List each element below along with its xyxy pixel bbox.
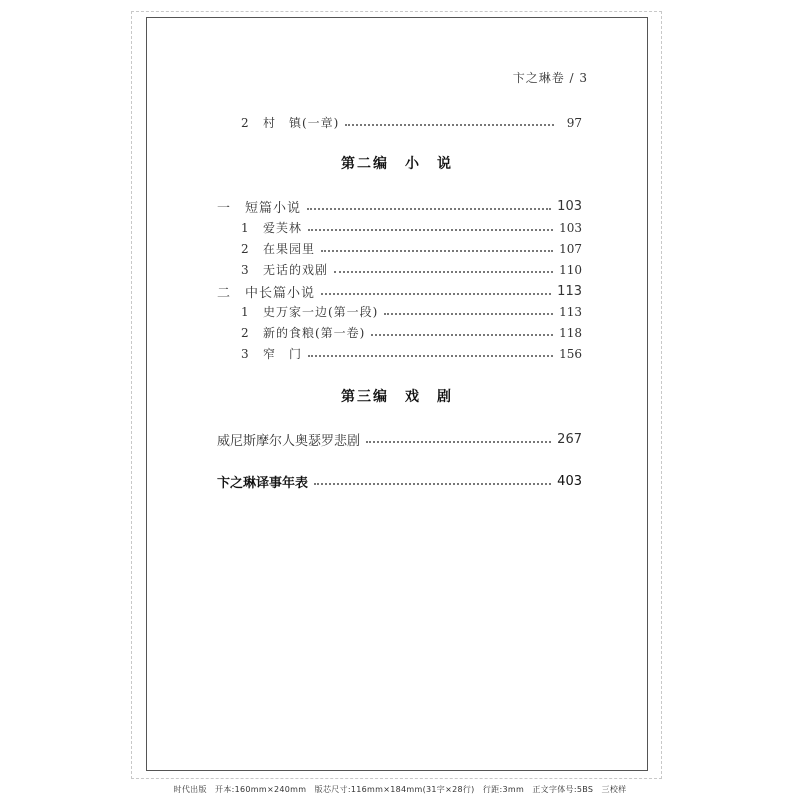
dot-leader: [321, 250, 553, 252]
toc-entry-title: 村 镇(一章): [263, 116, 340, 130]
toc-entry-title: 短篇小说: [245, 201, 302, 216]
toc-entry: [217, 282, 582, 301]
toc-entry-page: 156: [559, 346, 582, 361]
toc-entry: [241, 324, 582, 341]
toc-entry-number: 2: [241, 241, 249, 256]
dot-leader: [308, 355, 553, 357]
toc-entry-page: 113: [559, 304, 582, 319]
section-title-drama: 第三编 戏 剧: [341, 389, 453, 405]
toc-entry: [241, 240, 582, 257]
toc-entry-title: 新的食粮(第一卷): [263, 326, 366, 340]
toc-entry: [241, 303, 582, 320]
toc-entry-page: 103: [557, 199, 582, 214]
toc-entry: [217, 472, 582, 491]
toc-entry-title: 无话的戏剧: [263, 263, 329, 277]
toc-entry-page: 118: [559, 325, 582, 340]
toc-entry-title: 在果园里: [263, 242, 316, 256]
toc-entry-title: 卞之琳译事年表: [217, 476, 309, 491]
toc-entry-page: 267: [557, 432, 582, 447]
toc-entry-number: 1: [241, 304, 249, 319]
dot-leader: [345, 124, 554, 126]
toc-entry: [241, 114, 582, 131]
toc-entry-page: 107: [559, 241, 582, 256]
dot-leader: [314, 483, 551, 485]
dot-leader: [334, 271, 553, 273]
toc-entry-number: 1: [241, 220, 249, 235]
toc-entry-number: 2: [241, 325, 249, 340]
toc-entry-title: 爱芙林: [263, 221, 303, 235]
dot-leader: [308, 229, 553, 231]
dot-leader: [384, 313, 553, 315]
toc-entry: [217, 430, 582, 449]
toc-entry: [241, 261, 582, 278]
running-head: 卞之琳卷 / 3: [512, 71, 588, 85]
dot-leader: [321, 293, 551, 295]
print-spec-footer: 时代出版 开本:160mm×240mm 版芯尺寸:116mm×184mm(31字×28行) 行距:3mm 正文字体号:5BS 三校样: [173, 785, 627, 794]
toc-entry: [241, 219, 582, 236]
toc-entry-page: 403: [557, 474, 582, 489]
dot-leader: [371, 334, 553, 336]
toc-entry-number: 一: [217, 201, 231, 216]
toc-entry-title: 威尼斯摩尔人奥瑟罗悲剧: [217, 434, 361, 449]
toc-entry-title: 史万家一边(第一段): [263, 305, 379, 319]
toc-entry-number: 3: [241, 262, 249, 277]
toc-entry-page: 97: [566, 115, 582, 130]
toc-entry-number: 2: [241, 115, 249, 130]
toc-entry-number: 二: [217, 286, 231, 301]
dot-leader: [307, 208, 551, 210]
toc-entry: [241, 345, 582, 362]
dot-leader: [366, 441, 551, 443]
toc-entry-page: 110: [559, 262, 582, 277]
toc-entry-page: 103: [559, 220, 582, 235]
toc-entry: [217, 197, 582, 216]
section-title-fiction: 第二编 小 说: [341, 156, 453, 172]
toc-entry-title: 窄 门: [263, 347, 303, 361]
toc-entry-title: 中长篇小说: [245, 286, 316, 301]
toc-entry-page: 113: [557, 284, 582, 299]
toc-entry-number: 3: [241, 346, 249, 361]
